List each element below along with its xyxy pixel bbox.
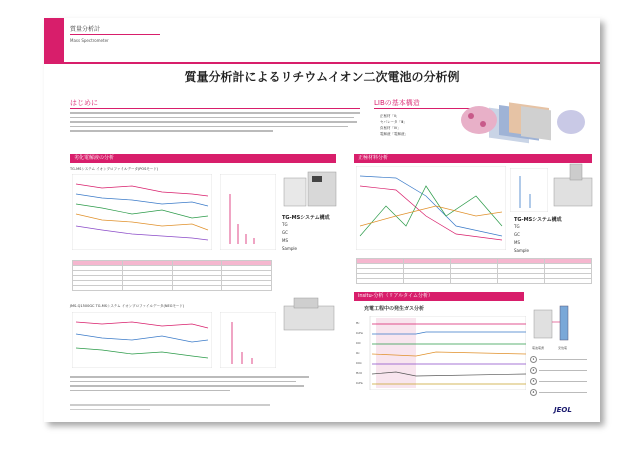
electrolyte-table bbox=[72, 260, 272, 291]
section-cathode: 正極材料分析 bbox=[354, 154, 592, 163]
pos-ion-profile-chart bbox=[72, 174, 212, 250]
lib-legend-2: セパレータ「Ⅲ」 bbox=[380, 120, 407, 124]
insitu-ylabel-co2: CO₂ bbox=[356, 361, 362, 365]
insitu-ylabel-h2o: H₂O bbox=[356, 371, 362, 375]
conclusion-text-block bbox=[70, 376, 336, 391]
note-number-2: 2 bbox=[530, 367, 537, 374]
left-system-ms: MS bbox=[282, 238, 288, 243]
cathode-chart bbox=[356, 166, 506, 250]
header-rule bbox=[70, 34, 160, 35]
right-system-heading: TG-MSシステム構成 bbox=[514, 217, 562, 223]
insitu-ylabel-h2: H₂ bbox=[356, 321, 360, 325]
pos-mass-spectrum bbox=[220, 174, 276, 250]
insitu-ylabel-c2h4: C₂H₄ bbox=[356, 331, 363, 335]
neg-ion-profile-chart bbox=[72, 312, 212, 368]
note-number-3: 3 bbox=[530, 378, 537, 385]
poster-title: 質量分析計によるリチウムイオン二次電池の分析例 bbox=[184, 70, 460, 84]
intro-text-block bbox=[70, 112, 360, 132]
lib-legend-4: 電解液「電解液」 bbox=[380, 132, 408, 136]
insitu-notes bbox=[530, 356, 594, 396]
section-insitu: insitu-分析（リアルタイム分析） bbox=[354, 292, 524, 301]
left-system-tg: TG bbox=[282, 222, 288, 227]
pos-mode-heading: TG-MSシステム イオンプロファイルデータ(POSモード) bbox=[70, 167, 159, 171]
insitu-ylabel-co: CO bbox=[356, 341, 361, 345]
cathode-table bbox=[356, 258, 592, 284]
insitu-subheading: 充電工程中の発生ガス分析 bbox=[364, 306, 425, 312]
insitu-setup-illustration bbox=[530, 302, 594, 346]
left-system-heading: TG-MSシステム構成 bbox=[282, 215, 330, 221]
tgms-instrument-neg bbox=[280, 294, 340, 336]
intro-rule bbox=[70, 108, 360, 109]
author-text-block bbox=[70, 404, 270, 410]
right-system-ms: MS bbox=[514, 240, 520, 245]
left-system-gc: GC bbox=[282, 230, 288, 235]
section-electrolyte: 劣化電解液の分析 bbox=[70, 154, 336, 163]
battery-label-1: 電池電源 bbox=[532, 346, 545, 350]
neg-mode-heading: JMS-Q1500GC TG-MSシステム イオンプロファイルデータ(NEGモード) bbox=[70, 304, 185, 308]
insitu-ylabel-c2h6: C₂H₆ bbox=[356, 381, 363, 385]
lib-legend-1: 正極材「Ⅱ」 bbox=[380, 114, 400, 118]
header-white-area bbox=[64, 18, 600, 62]
header-category: 質量分析計 bbox=[70, 26, 101, 33]
left-system-sample: Sample bbox=[282, 246, 297, 251]
insitu-gas-chart bbox=[356, 316, 526, 390]
tgms-instrument-right bbox=[550, 162, 596, 210]
note-number-4: 4 bbox=[530, 389, 537, 396]
lib-structure-illustration bbox=[449, 94, 589, 150]
header-category-en: Mass Spectrometer bbox=[70, 38, 109, 43]
poster-sheet bbox=[44, 18, 600, 422]
insitu-ylabel-o2: O₂ bbox=[356, 351, 360, 355]
right-system-sample: Sample bbox=[514, 248, 529, 253]
note-number-1: 1 bbox=[530, 356, 537, 363]
lib-heading: LIBの基本構造 bbox=[374, 99, 420, 107]
lib-legend-3: 負極材「Ⅳ」 bbox=[380, 126, 401, 130]
right-system-gc: GC bbox=[514, 232, 520, 237]
jeol-logo: JEOL bbox=[554, 406, 572, 414]
battery-label-2: 充放電 bbox=[558, 346, 568, 350]
intro-heading: はじめに bbox=[70, 99, 98, 107]
neg-mass-spectrum bbox=[220, 312, 276, 368]
right-system-tg: TG bbox=[514, 224, 520, 229]
tgms-instrument-left bbox=[280, 168, 340, 210]
cathode-spectrum bbox=[510, 168, 548, 212]
